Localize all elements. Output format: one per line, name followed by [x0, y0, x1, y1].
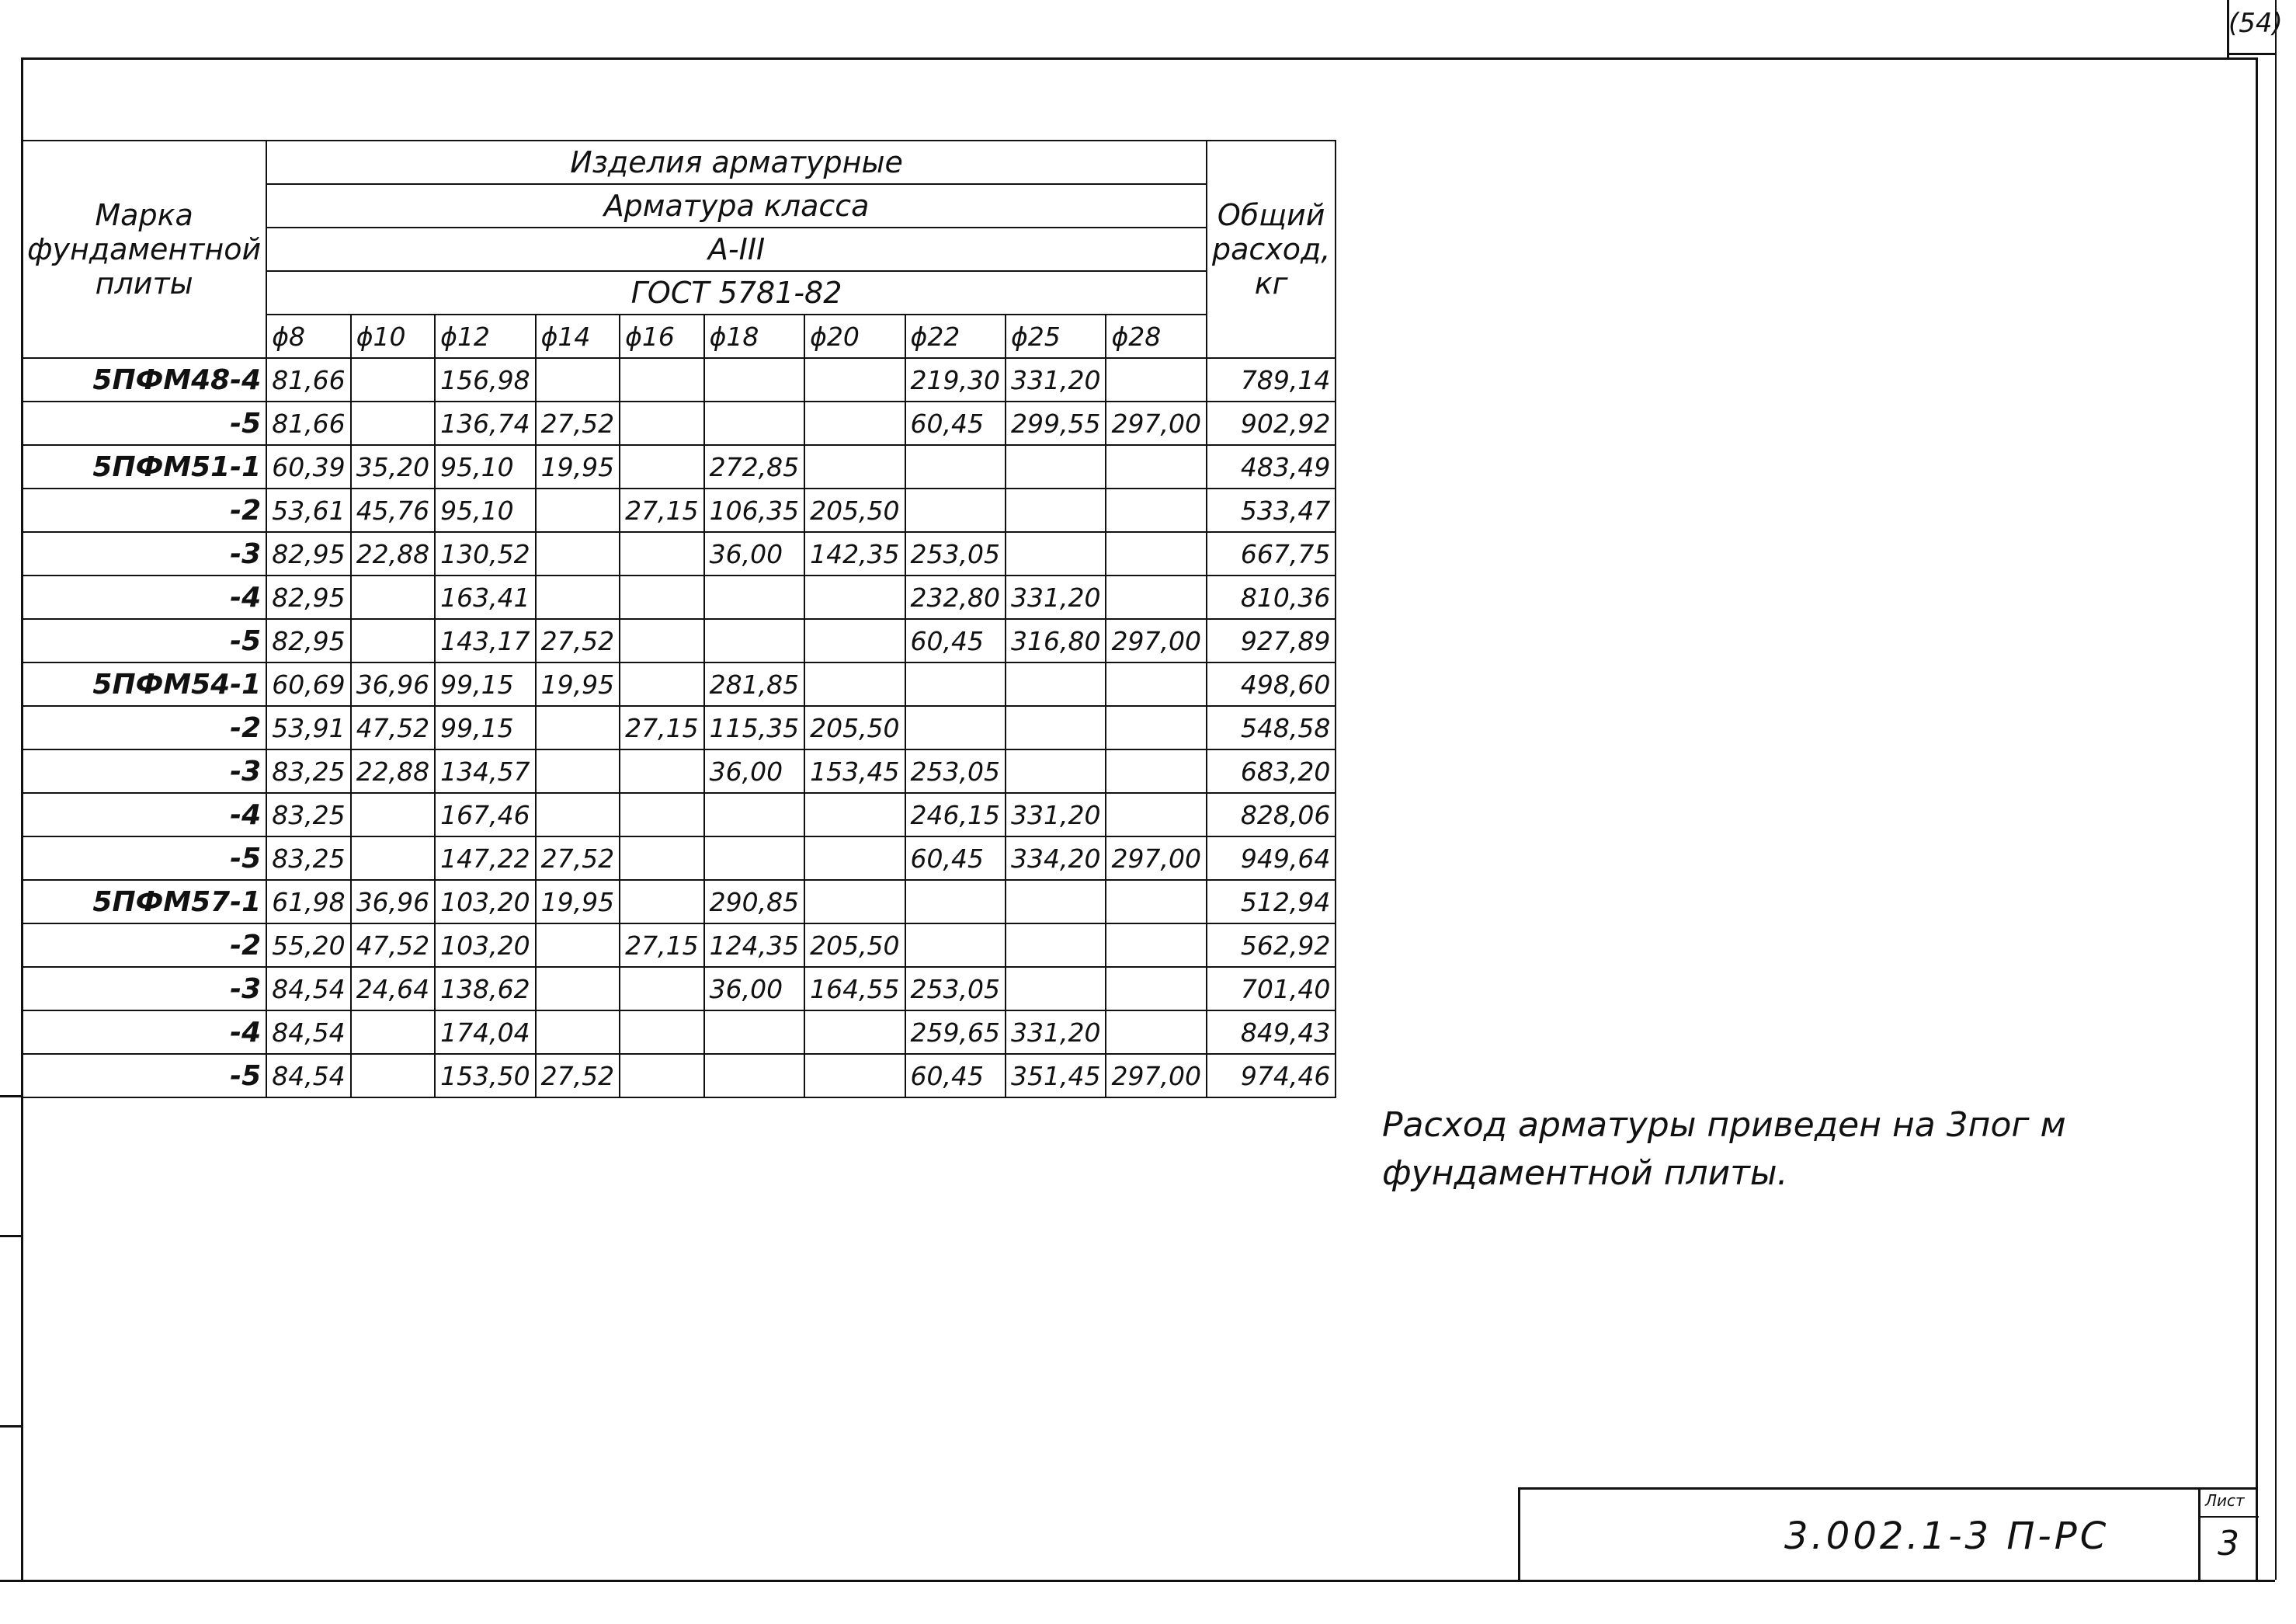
- table-cell: 36,96: [351, 662, 435, 706]
- header-class: Арматура класса: [266, 184, 1207, 228]
- table-row: [22, 358, 1336, 402]
- table-cell: 232,80: [905, 576, 1006, 619]
- row-total: 483,49: [1207, 445, 1336, 489]
- table-cell: 156,98: [435, 358, 535, 402]
- row-total: 927,89: [1207, 619, 1336, 662]
- row-mark: -3: [22, 967, 266, 1010]
- table-cell: [1106, 923, 1206, 967]
- table-cell: [620, 1054, 703, 1097]
- binding-tick: [0, 1425, 23, 1428]
- table-cell: 124,35: [704, 923, 804, 967]
- row-mark: 5ПФМ57-1: [22, 880, 266, 923]
- row-mark: -3: [22, 749, 266, 793]
- table-cell: [536, 576, 620, 619]
- table-cell: 164,55: [804, 967, 905, 1010]
- table-cell: [536, 967, 620, 1010]
- table-cell: [536, 749, 620, 793]
- table-cell: [620, 445, 703, 489]
- row-total: 548,58: [1207, 706, 1336, 749]
- table-cell: 272,85: [704, 445, 804, 489]
- page-number: (54): [2228, 8, 2283, 39]
- table-cell: [1106, 880, 1206, 923]
- row-total: 974,46: [1207, 1054, 1336, 1097]
- table-cell: [704, 402, 804, 445]
- table-cell: [905, 880, 1006, 923]
- sheet-box: [2198, 1490, 2259, 1581]
- binding-tick: [0, 1095, 23, 1097]
- row-mark: -5: [22, 402, 266, 445]
- table-cell: 60,39: [266, 445, 350, 489]
- table-cell: 27,15: [620, 706, 703, 749]
- header-class-value: А-III: [266, 228, 1207, 271]
- table-cell: [804, 1010, 905, 1054]
- table-cell: [620, 793, 703, 836]
- header-diameter: ϕ20: [804, 315, 905, 358]
- header-diameter: ϕ16: [620, 315, 703, 358]
- header-total-line: Общий: [1217, 198, 1325, 232]
- table-cell: [704, 358, 804, 402]
- table-cell: 24,64: [351, 967, 435, 1010]
- table-cell: [351, 836, 435, 880]
- table-row: [22, 967, 1336, 1010]
- table-cell: [351, 1010, 435, 1054]
- table-cell: 27,15: [620, 489, 703, 532]
- row-total: 849,43: [1207, 1010, 1336, 1054]
- header-diameter: ϕ28: [1106, 315, 1206, 358]
- table-cell: 205,50: [804, 489, 905, 532]
- header-mark: [22, 141, 266, 358]
- row-total: 828,06: [1207, 793, 1336, 836]
- table-cell: 55,20: [266, 923, 350, 967]
- table-cell: [536, 358, 620, 402]
- table-cell: [905, 445, 1006, 489]
- row-total: 533,47: [1207, 489, 1336, 532]
- table-cell: [536, 489, 620, 532]
- table-cell: [804, 662, 905, 706]
- table-row: [22, 1010, 1336, 1054]
- table-row: [22, 662, 1336, 706]
- table-cell: [1106, 706, 1206, 749]
- table-cell: 331,20: [1006, 358, 1106, 402]
- table-cell: 60,45: [905, 619, 1006, 662]
- header-diameter: ϕ22: [905, 315, 1006, 358]
- table-cell: 297,00: [1106, 619, 1206, 662]
- table-cell: 27,52: [536, 1054, 620, 1097]
- table-cell: 22,88: [351, 749, 435, 793]
- table-cell: 36,00: [704, 532, 804, 576]
- table-cell: 19,95: [536, 662, 620, 706]
- corner-box-line: [2227, 53, 2275, 55]
- table-cell: 81,66: [266, 402, 350, 445]
- row-mark: -3: [22, 532, 266, 576]
- table-cell: [905, 662, 1006, 706]
- table-row: [22, 793, 1336, 836]
- table-cell: 60,45: [905, 402, 1006, 445]
- table-row: [22, 836, 1336, 880]
- table-row: [22, 532, 1336, 576]
- table-cell: [1106, 532, 1206, 576]
- table-cell: 299,55: [1006, 402, 1106, 445]
- header-mark-line: фундаментной: [27, 232, 262, 266]
- table-cell: 147,22: [435, 836, 535, 880]
- note: [1382, 1101, 2081, 1198]
- table-cell: 115,35: [704, 706, 804, 749]
- row-mark: -5: [22, 836, 266, 880]
- table-row: [22, 489, 1336, 532]
- table-cell: 83,25: [266, 749, 350, 793]
- header-mark-line: Марка: [95, 198, 193, 232]
- table-cell: 297,00: [1106, 402, 1206, 445]
- row-mark: -4: [22, 576, 266, 619]
- table-cell: [1106, 489, 1206, 532]
- table-cell: 53,61: [266, 489, 350, 532]
- header-diameter: ϕ25: [1006, 315, 1106, 358]
- table-cell: 138,62: [435, 967, 535, 1010]
- document-code: 3.002.1-3 П-РС: [1784, 1514, 2110, 1558]
- table-cell: [620, 880, 703, 923]
- table-cell: 253,05: [905, 967, 1006, 1010]
- header-mark-line: плиты: [95, 266, 193, 301]
- table-cell: 84,54: [266, 1054, 350, 1097]
- table-cell: [1006, 532, 1106, 576]
- table-cell: 22,88: [351, 532, 435, 576]
- table-cell: 331,20: [1006, 1010, 1106, 1054]
- table-row: [22, 749, 1336, 793]
- row-mark: -2: [22, 923, 266, 967]
- table-cell: [704, 1054, 804, 1097]
- table-cell: 35,20: [351, 445, 435, 489]
- table-cell: 253,05: [905, 749, 1006, 793]
- table-cell: 19,95: [536, 880, 620, 923]
- row-total: 789,14: [1207, 358, 1336, 402]
- table-cell: 19,95: [536, 445, 620, 489]
- table-cell: 334,20: [1006, 836, 1106, 880]
- table-cell: [620, 532, 703, 576]
- table-cell: 99,15: [435, 662, 535, 706]
- table-cell: 60,45: [905, 1054, 1006, 1097]
- title-block: [1518, 1487, 2256, 1581]
- table-cell: 167,46: [435, 793, 535, 836]
- table-cell: [704, 793, 804, 836]
- table-cell: [1106, 358, 1206, 402]
- table-cell: [1106, 967, 1206, 1010]
- table-cell: [536, 1010, 620, 1054]
- table-cell: [1006, 749, 1106, 793]
- row-mark: -2: [22, 489, 266, 532]
- table-cell: [620, 662, 703, 706]
- table-cell: 82,95: [266, 619, 350, 662]
- table-cell: 27,52: [536, 402, 620, 445]
- table-row: [22, 619, 1336, 662]
- table-cell: [1006, 880, 1106, 923]
- table-cell: [804, 402, 905, 445]
- table-cell: [536, 923, 620, 967]
- table-cell: 83,25: [266, 793, 350, 836]
- table-cell: 81,66: [266, 358, 350, 402]
- table-cell: 83,25: [266, 836, 350, 880]
- table-cell: 60,45: [905, 836, 1006, 880]
- table-row: [22, 923, 1336, 967]
- header-diameter: ϕ8: [266, 315, 350, 358]
- table-cell: [804, 1054, 905, 1097]
- note-line: фундаментной плиты.: [1382, 1153, 1788, 1193]
- table-cell: [1106, 1010, 1206, 1054]
- table-cell: [620, 1010, 703, 1054]
- table-cell: [804, 836, 905, 880]
- header-diameter: ϕ10: [351, 315, 435, 358]
- table-cell: 331,20: [1006, 793, 1106, 836]
- sheet-divider: [2200, 1516, 2259, 1518]
- table-cell: [1006, 445, 1106, 489]
- table-cell: 205,50: [804, 706, 905, 749]
- table-cell: [1106, 445, 1206, 489]
- table-cell: [804, 619, 905, 662]
- table-cell: 331,20: [1006, 576, 1106, 619]
- table-cell: 53,91: [266, 706, 350, 749]
- row-mark: -5: [22, 619, 266, 662]
- table-cell: 84,54: [266, 1010, 350, 1054]
- sheet-number: 3: [2218, 1524, 2239, 1563]
- table-cell: 136,74: [435, 402, 535, 445]
- sheet-label: Лист: [2205, 1491, 2245, 1510]
- table-cell: 153,45: [804, 749, 905, 793]
- table-cell: [804, 793, 905, 836]
- row-total: 562,92: [1207, 923, 1336, 967]
- table-cell: 106,35: [704, 489, 804, 532]
- table-cell: [620, 836, 703, 880]
- table-row: [22, 402, 1336, 445]
- table-cell: 297,00: [1106, 836, 1206, 880]
- table-cell: 134,57: [435, 749, 535, 793]
- table-cell: [905, 923, 1006, 967]
- table-cell: 297,00: [1106, 1054, 1206, 1097]
- table-cell: 103,20: [435, 923, 535, 967]
- table-cell: [536, 793, 620, 836]
- table-cell: [1106, 662, 1206, 706]
- table-cell: [804, 445, 905, 489]
- header-products: Изделия арматурные: [266, 141, 1207, 184]
- row-total: 667,75: [1207, 532, 1336, 576]
- table-cell: [620, 749, 703, 793]
- row-total: 810,36: [1207, 576, 1336, 619]
- table-cell: 95,10: [435, 445, 535, 489]
- table-cell: [620, 358, 703, 402]
- table-cell: [351, 793, 435, 836]
- table-cell: 316,80: [1006, 619, 1106, 662]
- table-cell: 253,05: [905, 532, 1006, 576]
- table-cell: [905, 706, 1006, 749]
- table-cell: 36,96: [351, 880, 435, 923]
- table-cell: 259,65: [905, 1010, 1006, 1054]
- table-cell: [804, 576, 905, 619]
- table-cell: [620, 576, 703, 619]
- table-cell: [351, 576, 435, 619]
- table-cell: 95,10: [435, 489, 535, 532]
- table-row: [22, 880, 1336, 923]
- table-cell: 27,15: [620, 923, 703, 967]
- table-cell: 281,85: [704, 662, 804, 706]
- header-total-line: расход,: [1211, 232, 1331, 266]
- table-cell: [536, 532, 620, 576]
- table-cell: 45,76: [351, 489, 435, 532]
- header-diameter: ϕ18: [704, 315, 804, 358]
- table-cell: 130,52: [435, 532, 535, 576]
- row-mark: -4: [22, 1010, 266, 1054]
- row-total: 683,20: [1207, 749, 1336, 793]
- header-diameter: ϕ12: [435, 315, 535, 358]
- table-cell: 84,54: [266, 967, 350, 1010]
- table-cell: [351, 402, 435, 445]
- table-cell: [620, 967, 703, 1010]
- table-cell: 205,50: [804, 923, 905, 967]
- table-cell: [704, 576, 804, 619]
- table-cell: [1006, 489, 1106, 532]
- table-cell: [536, 706, 620, 749]
- table-cell: 163,41: [435, 576, 535, 619]
- table-cell: [1006, 923, 1106, 967]
- row-mark: -4: [22, 793, 266, 836]
- table-cell: 103,20: [435, 880, 535, 923]
- table-cell: 36,00: [704, 967, 804, 1010]
- row-total: 512,94: [1207, 880, 1336, 923]
- table-cell: 351,45: [1006, 1054, 1106, 1097]
- table-cell: 27,52: [536, 619, 620, 662]
- table-cell: [1006, 662, 1106, 706]
- table-cell: [1006, 706, 1106, 749]
- table-cell: 82,95: [266, 576, 350, 619]
- table-cell: 290,85: [704, 880, 804, 923]
- table-cell: [351, 358, 435, 402]
- table-cell: 36,00: [704, 749, 804, 793]
- table-cell: 47,52: [351, 706, 435, 749]
- table-row: [22, 576, 1336, 619]
- table-cell: 27,52: [536, 836, 620, 880]
- table-cell: 61,98: [266, 880, 350, 923]
- header-total: [1207, 141, 1336, 358]
- row-mark: -2: [22, 706, 266, 749]
- binding-tick: [0, 1235, 23, 1237]
- note-line: Расход арматуры приведен на 3пог м: [1382, 1105, 2066, 1145]
- row-mark: 5ПФМ51-1: [22, 445, 266, 489]
- table-cell: 82,95: [266, 532, 350, 576]
- table-row: [22, 706, 1336, 749]
- table-cell: 174,04: [435, 1010, 535, 1054]
- table-cell: [704, 1010, 804, 1054]
- table-row: [22, 445, 1336, 489]
- table-cell: [351, 619, 435, 662]
- table-cell: [1106, 749, 1206, 793]
- header-diameter: ϕ14: [536, 315, 620, 358]
- table-cell: 153,50: [435, 1054, 535, 1097]
- table-cell: [620, 619, 703, 662]
- table-cell: [351, 1054, 435, 1097]
- table-cell: [704, 836, 804, 880]
- row-total: 498,60: [1207, 662, 1336, 706]
- header-gost: ГОСТ 5781-82: [266, 271, 1207, 315]
- table-cell: [620, 402, 703, 445]
- table-cell: 142,35: [804, 532, 905, 576]
- frame-right-line: [2256, 57, 2258, 1580]
- reinforcement-spec-table: [21, 140, 1336, 1098]
- table-cell: 47,52: [351, 923, 435, 967]
- table-cell: 60,69: [266, 662, 350, 706]
- row-total: 949,64: [1207, 836, 1336, 880]
- table-row: [22, 1054, 1336, 1097]
- table-cell: [804, 880, 905, 923]
- table-cell: [804, 358, 905, 402]
- table-cell: 246,15: [905, 793, 1006, 836]
- frame-outer-right-line: [2275, 0, 2277, 1580]
- table-cell: 143,17: [435, 619, 535, 662]
- table-cell: [1106, 793, 1206, 836]
- frame-top-line: [21, 57, 2256, 60]
- table-cell: [704, 619, 804, 662]
- row-mark: 5ПФМ48-4: [22, 358, 266, 402]
- table-cell: [1006, 967, 1106, 1010]
- table-cell: [905, 489, 1006, 532]
- row-mark: 5ПФМ54-1: [22, 662, 266, 706]
- row-mark: -5: [22, 1054, 266, 1097]
- row-total: 902,92: [1207, 402, 1336, 445]
- row-total: 701,40: [1207, 967, 1336, 1010]
- table-cell: 219,30: [905, 358, 1006, 402]
- table-cell: [1106, 576, 1206, 619]
- table-cell: 99,15: [435, 706, 535, 749]
- header-total-line: кг: [1254, 266, 1288, 301]
